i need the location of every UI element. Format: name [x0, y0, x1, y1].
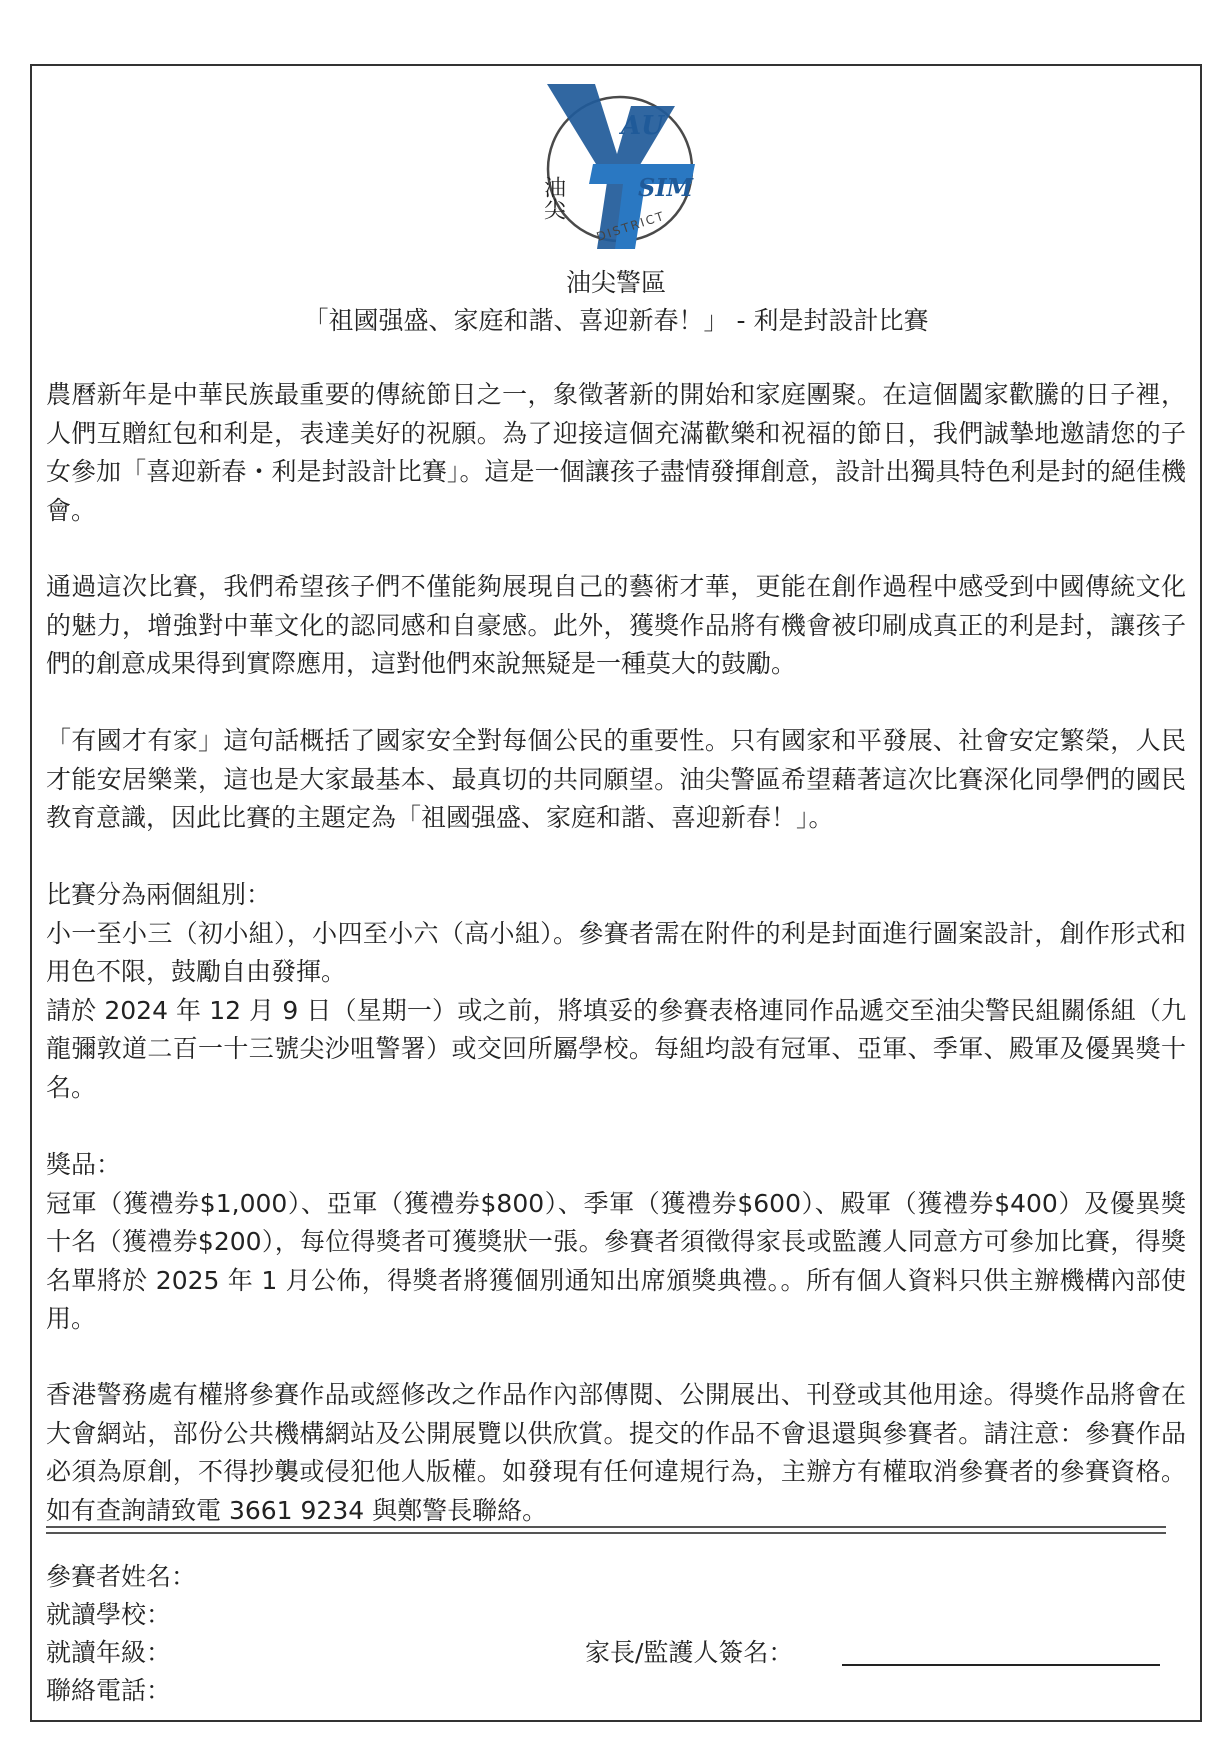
grade-field-label: 就讀年級：: [46, 1638, 172, 1667]
prizes-section: [46, 1146, 1186, 1339]
school-field-label: 就讀學校：: [46, 1600, 172, 1629]
groups-body: 小一至小三（初小組），小四至小六（高小組）。參賽者需在附件的利是封面進行圖案設計，創作形式和用色不限，鼓勵自由發揮。: [46, 918, 1186, 986]
prizes-heading: 獎品：: [46, 1150, 122, 1179]
purpose-paragraph: 通過這次比賽，我們希望孩子們不僅能夠展現自己的藝術才華，更能在創作過程中感受到中國傳統文化的魅力，增強對中華文化的認同感和自豪感。此外，獲獎作品將有機會被印刷成真正的利是封，讓孩子們的創意成果得到實際應用，這對他們來說無疑是一種莫大的鼓勵。: [46, 572, 1186, 678]
groups-heading: 比賽分為兩個組別：: [46, 880, 272, 909]
separator-line: [46, 1526, 1166, 1534]
signature-line[interactable]: [842, 1664, 1160, 1666]
logo-district-text: DISTRICT: [594, 208, 667, 244]
copyright-paragraph: 香港警務處有權將參賽作品或經修改之作品作內部傳閱、公開展出、刊登或其他用途。得獎作品將會在大會網站，部份公共機構網站及公開展覽以供欣賞。提交的作品不會退還與參賽者。請注意：參賽作品必須為原創，不得抄襲或侵犯他人版權。如發現有任何違規行為，主辦方有權取消參賽者的參賽資格。如有查詢請致電 3661 9234 與鄭警長聯絡。: [46, 1380, 1186, 1525]
intro-paragraph: 農曆新年是中華民族最重要的傳統節日之一，象徵著新的開始和家庭團聚。在這個闔家歡騰的日子裡，人們互贈紅包和利是，表達美好的祝願。為了迎接這個充滿歡樂和祝福的節日，我們誠摯地邀請您的子女參加「喜迎新春・利是封設計比賽」。這是一個讓孩子盡情發揮創意，設計出獨具特色利是封的絕佳機會。: [46, 380, 1186, 525]
logo-au-text: AU: [621, 111, 664, 141]
groups-section: [46, 876, 1186, 1107]
prizes-body: 冠軍（獲禮券$1,000）、亞軍（獲禮券$800）、季軍（獲禮券$600）、殿軍（獲禮券$400）及優異獎十名（獲禮券$200），每位得獎者可獲獎狀一張。參賽者須徵得家長或監護人同意方可參加比賽，得獎名單將於 2025 年 1 月公佈，得獎者將獲個別通知出席頒獎典禮。。所有個人資料只供主辦機構內部使用。: [46, 1188, 1186, 1333]
signature-label: 家長/監護人簽名：: [585, 1638, 794, 1667]
competition-title: 「祖國强盛、家庭和諧、喜迎新春！」 - 利是封設計比賽: [303, 306, 929, 335]
logo-chinese-text: 油尖: [540, 176, 566, 220]
deadline-text: 請於 2024 年 12 月 9 日（星期一）或之前，將填妥的參賽表格連同作品遞交至油尖警民組關係組（九龍彌敦道二百一十三號尖沙咀警署）或交回所屬學校。每組均設有冠軍、亞軍、季軍、殿軍及優異獎十名。: [46, 995, 1186, 1102]
logo-sim-text: SIM: [638, 173, 694, 202]
yau-tsim-district-logo: [535, 84, 705, 254]
theme-paragraph: 「有國才有家」這句話概括了國家安全對每個公民的重要性。只有國家和平發展、社會安定繁榮，人民才能安居樂業，這也是大家最基本、最真切的共同願望。油尖警區希望藉著這次比賽深化同學們的國民教育意識，因此比賽的主題定為「祖國强盛、家庭和諧、喜迎新春！」。: [46, 726, 1186, 832]
phone-field-label: 聯絡電話：: [46, 1676, 172, 1705]
district-title: 油尖警區: [565, 268, 666, 297]
name-field-label: 參賽者姓名：: [46, 1562, 197, 1591]
